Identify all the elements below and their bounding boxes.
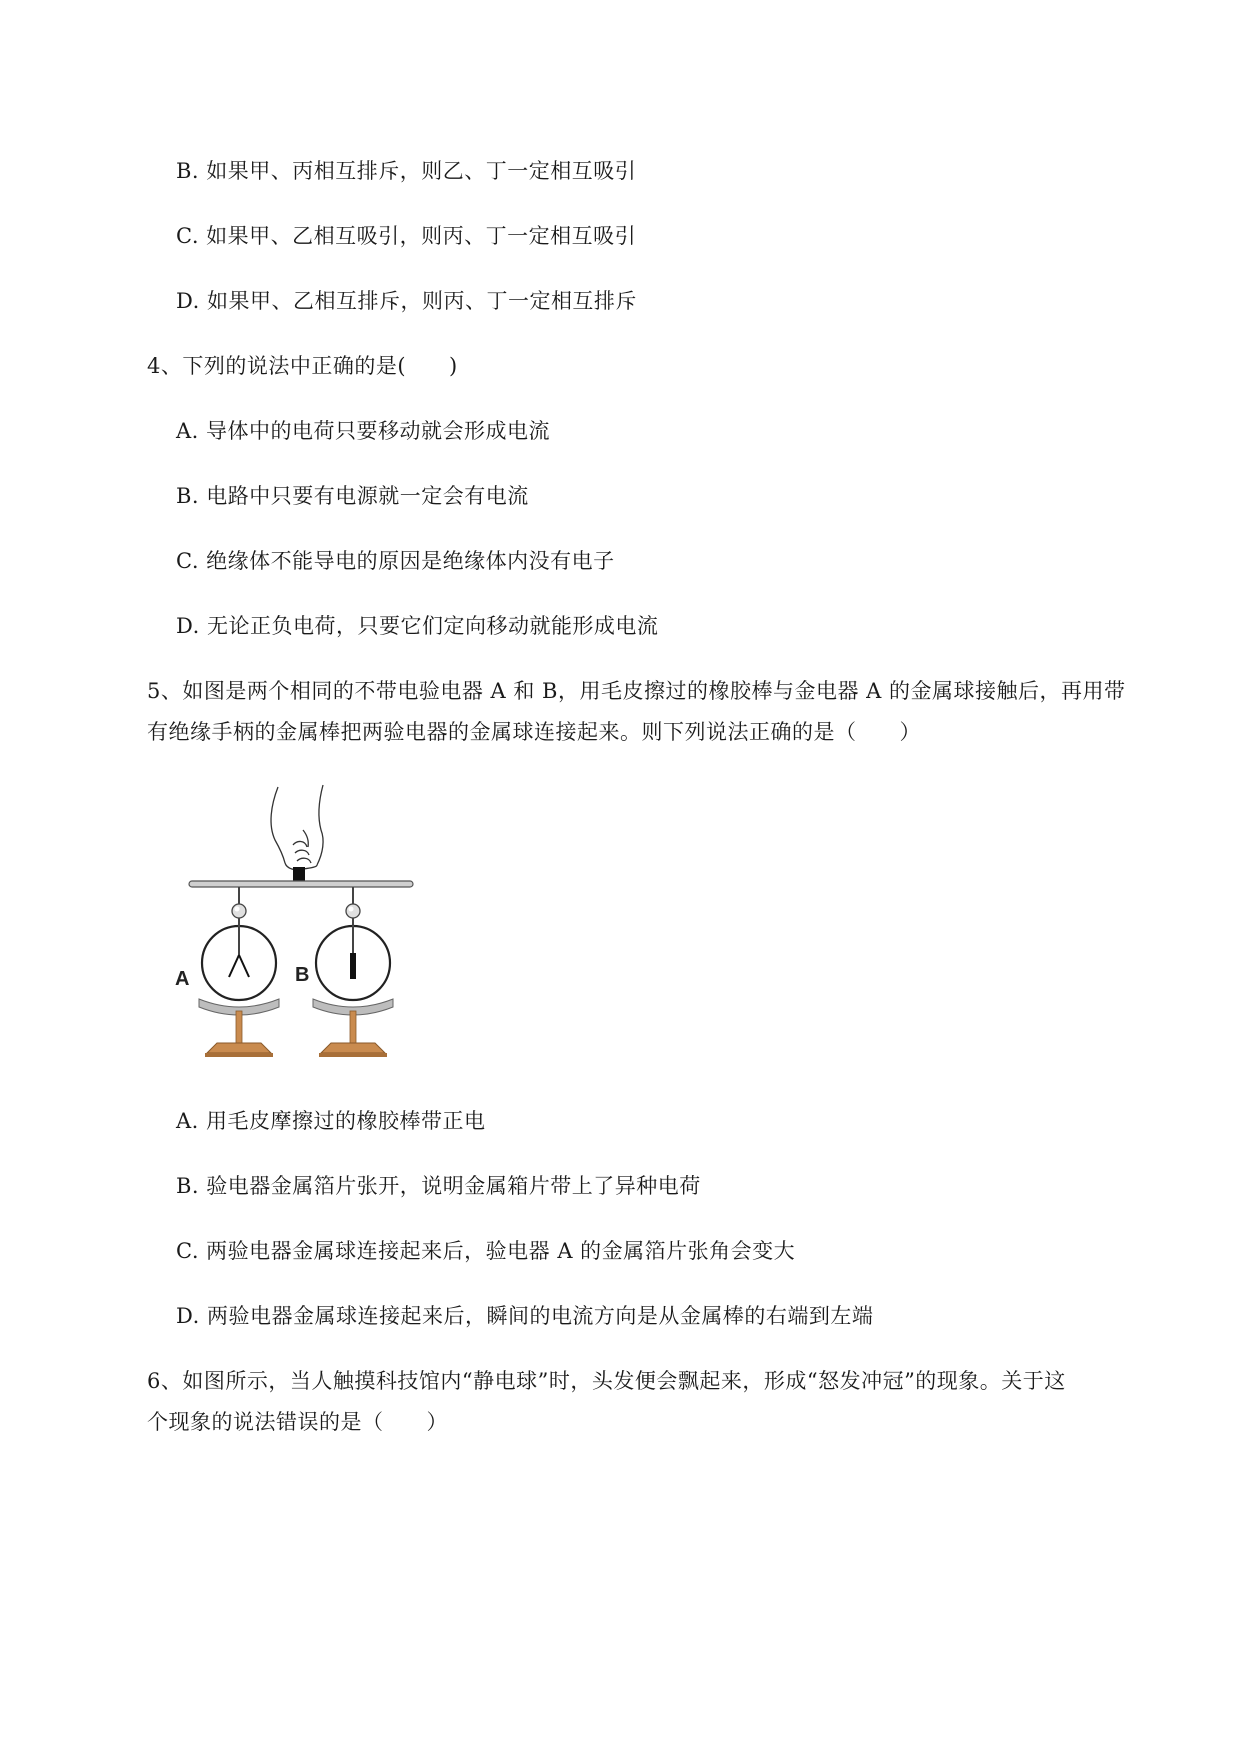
q5-option-d: D. 两验电器金属球连接起来后，瞬间的电流方向是从金属棒的右端到左端	[176, 1304, 874, 1328]
q4-option-a: A. 导体中的电荷只要移动就会形成电流	[176, 419, 551, 443]
label-a: A	[175, 968, 190, 990]
q6-stem-line1: 6、如图所示，当人触摸科技馆内“静电球”时，头发便会飘起来，形成“怒发冲冠”的现象。关于这	[147, 1369, 1066, 1393]
q5-option-a: A. 用毛皮摩擦过的橡胶棒带正电	[176, 1109, 486, 1133]
q4-option-b: B. 电路中只要有电源就一定会有电流	[176, 484, 529, 508]
q4-option-d: D. 无论正负电荷，只要它们定向移动就能形成电流	[176, 614, 659, 638]
electroscope-figure	[175, 785, 423, 1060]
q5-stem-line2: 有绝缘手柄的金属棒把两验电器的金属球连接起来。则下列说法正确的是（ ）	[147, 720, 921, 744]
electroscope-a	[199, 887, 279, 1057]
q3-option-c: C. 如果甲、乙相互吸引，则丙、丁一定相互吸引	[176, 224, 637, 248]
q3-option-d: D. 如果甲、乙相互排斥，则丙、丁一定相互排斥	[176, 289, 637, 313]
q4-stem: 4、下列的说法中正确的是( )	[147, 354, 458, 378]
label-b: B	[295, 964, 310, 986]
q6-stem-line2: 个现象的说法错误的是（ ）	[147, 1410, 448, 1434]
q5-option-b: B. 验电器金属箔片张开，说明金属箱片带上了异种电荷	[176, 1174, 701, 1198]
q4-option-c: C. 绝缘体不能导电的原因是绝缘体内没有电子	[176, 549, 615, 573]
q3-option-b: B. 如果甲、丙相互排斥，则乙、丁一定相互吸引	[176, 159, 637, 183]
q5-option-c: C. 两验电器金属球连接起来后，验电器 A 的金属箔片张角会变大	[176, 1239, 796, 1263]
q5-stem-line1: 5、如图是两个相同的不带电验电器 A 和 B，用毛皮擦过的橡胶棒与金电器 A 的金属球接触后，再用带	[147, 679, 1126, 703]
hand-drawing	[271, 785, 323, 870]
electroscope-b	[313, 887, 393, 1057]
metal-rod	[189, 881, 413, 887]
